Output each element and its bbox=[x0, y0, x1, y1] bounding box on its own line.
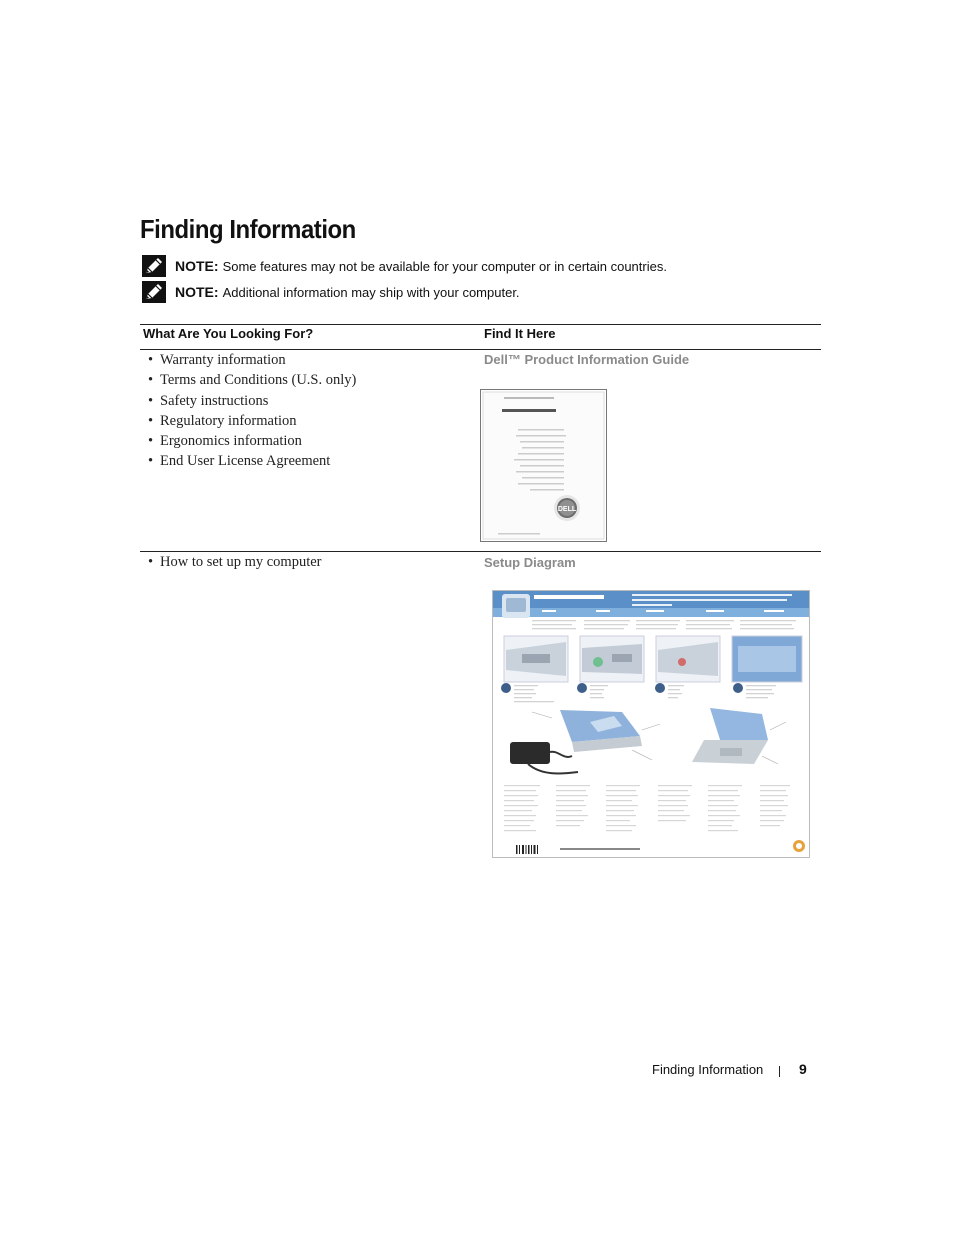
note-text: Additional information may ship with your computer. bbox=[222, 284, 520, 300]
note-label: NOTE: bbox=[175, 258, 219, 274]
source-product-information-guide: Dell™ Product Information Guide bbox=[484, 352, 690, 367]
row-2-bullet-list bbox=[148, 552, 322, 572]
note-2 bbox=[142, 281, 520, 303]
note-label: NOTE: bbox=[175, 284, 219, 300]
list-item: • Ergonomics information bbox=[148, 431, 356, 451]
list-item: • End User License Agreement bbox=[148, 451, 356, 471]
column-header-find-it-here: Find It Here bbox=[484, 326, 556, 341]
row-1-bullet-list bbox=[148, 350, 356, 472]
pencil-note-icon bbox=[142, 255, 166, 277]
setup-diagram-poster-image bbox=[492, 590, 810, 858]
list-item: • Terms and Conditions (U.S. only) bbox=[148, 370, 356, 390]
source-setup-diagram: Setup Diagram bbox=[484, 555, 576, 570]
footer-section-title: Finding Information bbox=[652, 1062, 764, 1077]
list-item: • Warranty information bbox=[148, 350, 356, 370]
page-number: 9 bbox=[799, 1061, 807, 1077]
product-information-guide-cover-image bbox=[480, 389, 607, 542]
column-header-looking-for: What Are You Looking For? bbox=[143, 326, 314, 341]
page-title: Finding Information bbox=[140, 214, 356, 244]
list-item: • Safety instructions bbox=[148, 391, 356, 411]
list-item: • Regulatory information bbox=[148, 411, 356, 431]
note-1 bbox=[142, 255, 667, 277]
footer-separator bbox=[779, 1066, 780, 1077]
note-text: Some features may not be available for your computer or in certain countries. bbox=[222, 258, 667, 274]
table-top-rule bbox=[140, 324, 821, 325]
list-item: • How to set up my computer bbox=[148, 552, 322, 572]
pencil-note-icon bbox=[142, 281, 166, 303]
svg-text:DELL: DELL bbox=[557, 506, 577, 513]
